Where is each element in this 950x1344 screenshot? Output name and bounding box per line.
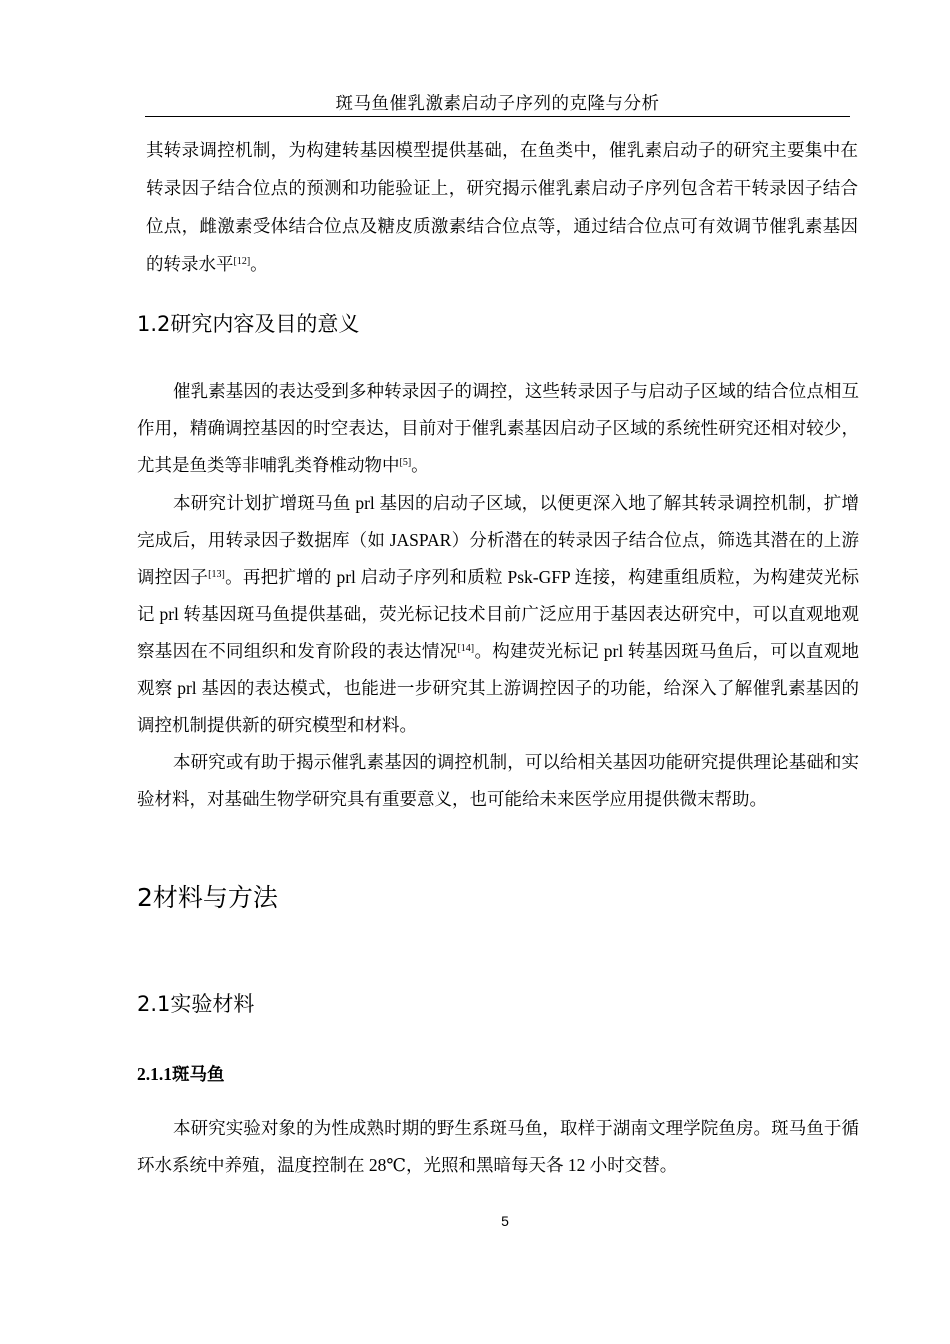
section-2-1-1-paragraph-1 <box>137 1110 859 1184</box>
paragraph-tail: 。 <box>250 254 268 274</box>
section-1-2-paragraph-1 <box>137 373 859 484</box>
paragraph-text: 本研究计划扩增斑马鱼 prl 基因的启动子区域，以便更深入地了解其转录调控机制，扩增完成后，用转录因子数据库（如 JASPAR）分析潜在的转录因子结合位点，筛选其潜在的上游调控因子 <box>137 493 859 587</box>
paragraph-text: 本研究实验对象的为性成熟时期的野生系斑马鱼，取样于湖南文理学院鱼房。斑马鱼于循环水系统中养殖，温度控制在 28℃，光照和黑暗每天各 12 小时交替。 <box>137 1118 859 1175</box>
paragraph-tail: 。 <box>411 455 429 475</box>
intro-continuation-paragraph <box>146 131 858 283</box>
section-heading-1-2: 1.2研究内容及目的意义 <box>137 312 360 336</box>
section-heading-2: 2材料与方法 <box>137 883 278 912</box>
section-heading-2-1: 2.1实验材料 <box>137 992 255 1016</box>
paragraph-text: 。构建荧光标记 prl 转基因斑马鱼后，可以直观地观察 prl 基因的表达模式，也能进一步研究其上游调控因子的功能，给深入了解催乳素基因的调控机制提供新的研究模型和材料。 <box>137 641 859 735</box>
section-heading-2-1-1: 2.1.1斑马鱼 <box>137 1064 225 1084</box>
running-header-title: 斑马鱼催乳激素启动子序列的克隆与分析 <box>335 93 660 113</box>
page-number: 5 <box>501 1213 509 1229</box>
citation: [14] <box>457 643 475 654</box>
section-1-2-paragraph-3 <box>137 744 859 818</box>
section-1-2-paragraph-2 <box>137 485 859 744</box>
paragraph-text: 本研究或有助于揭示催乳素基因的调控机制，可以给相关基因功能研究提供理论基础和实验材料，对基础生物学研究具有重要意义，也可能给未来医学应用提供微末帮助。 <box>137 752 859 809</box>
header-divider <box>145 116 850 117</box>
paragraph-text: 催乳素基因的表达受到多种转录因子的调控，这些转录因子与启动子区域的结合位点相互作用，精确调控基因的时空表达，目前对于催乳素基因启动子区域的系统性研究还相对较少，尤其是鱼类等非哺乳类脊椎动物中 <box>137 381 859 475</box>
paragraph-text: 。再把扩增的 prl 启动子序列和质粒 Psk-GFP 连接，构建重组质粒，为构建荧光标记 prl 转基因斑马鱼提供基础，荧光标记技术目前广泛应用于基因表达研究中，可以直观地观察基因在不同组织和发育阶段的表达情况 <box>137 567 859 661</box>
citation: [12] <box>233 256 251 267</box>
citation: [5] <box>399 457 412 468</box>
citation: [13] <box>208 569 225 580</box>
paragraph-text: 其转录调控机制，为构建转基因模型提供基础，在鱼类中，催乳素启动子的研究主要集中在转录因子结合位点的预测和功能验证上，研究揭示催乳素启动子序列包含若干转录因子结合位点，雌激素受体结合位点及糖皮质激素结合位点等，通过结合位点可有效调节催乳素基因的转录水平 <box>146 140 858 274</box>
